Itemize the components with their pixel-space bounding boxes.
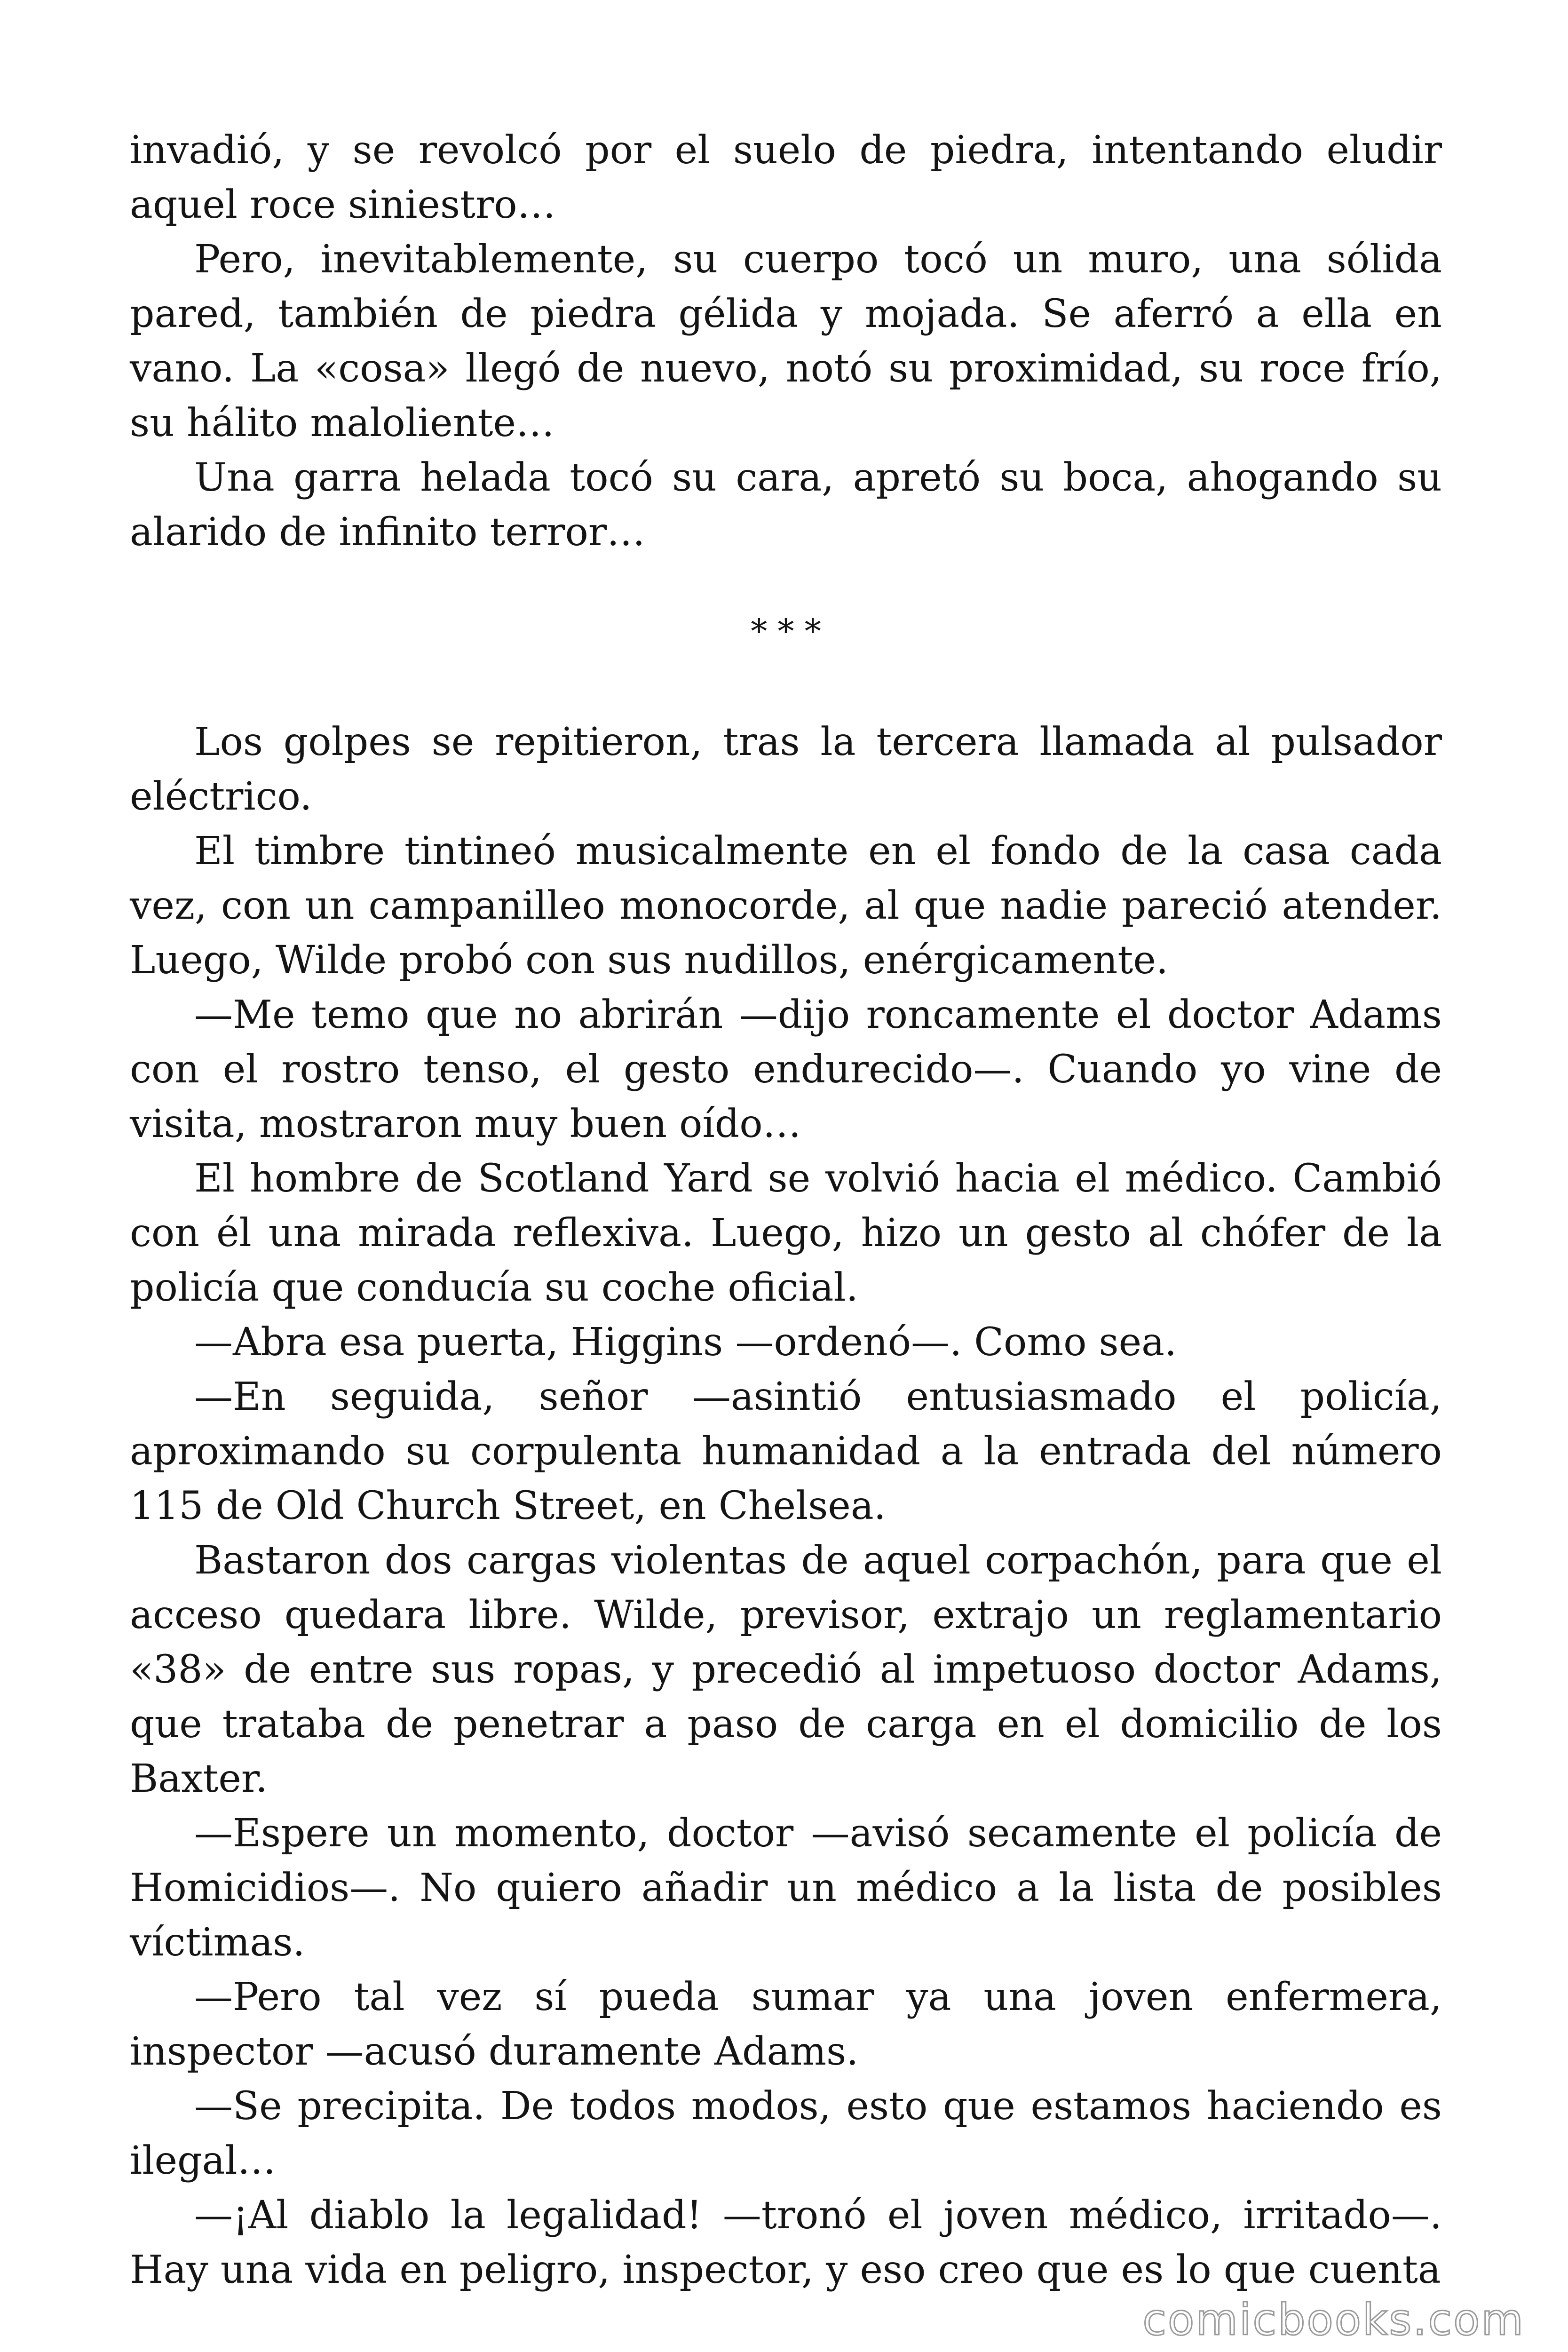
paragraph: Bastaron dos cargas violentas de aquel corpachón, para que el acceso quedara libre. Wilde, previsor, extrajo un reglamentario «38» de entre sus ropas, y precedió al impetuoso doctor Adams, que trataba de penetrar a paso de carga en el domicilio de los Baxter. [130, 1538, 1442, 1801]
paragraph: —Espere un momento, doctor —avisó secamente el policía de Homicidios—. No quiero añadir un médico a la lista de posibles víctimas. [130, 1811, 1442, 1965]
paragraph: —Me temo que no abrirán —dijo roncamente el doctor Adams con el rostro tenso, el gesto endurecido—. Cuando yo vine de visita, mostraron muy buen oído… [130, 993, 1442, 1146]
paragraph: Pero, inevitablemente, su cuerpo tocó un muro, una sólida pared, también de piedra gélida y mojada. Se aferró a ella en vano. La «cosa» llegó de nuevo, notó su proximidad, su roce frío, su hálito maloliente… [130, 237, 1442, 445]
section-separator: * * * [751, 612, 821, 651]
paragraph: El timbre tintineó musicalmente en el fondo de la casa cada vez, con un campanilleo monocorde, al que nadie pareció atender. Luego, Wilde probó con sus nudillos, enérgicamente. [130, 829, 1442, 983]
watermark: comicbooks.com [1142, 2295, 1525, 2345]
paragraph: Los golpes se repitieron, tras la tercera llamada al pulsador eléctrico. [130, 720, 1442, 819]
page-text [130, 123, 1442, 2297]
paragraph: —En seguida, señor —asintió entusiasmado el policía, aproximando su corpulenta humanidad a la entrada del número 115 de Old Church Street, en Chelsea. [130, 1375, 1442, 1528]
paragraph: —Abra esa puerta, Higgins —ordenó—. Como sea. [194, 1320, 1177, 1365]
paragraph: Una garra helada tocó su cara, apretó su boca, ahogando su alarido de infinito terror… [130, 455, 1442, 555]
paragraph: —Se precipita. De todos modos, esto que estamos haciendo es ilegal… [130, 2084, 1442, 2183]
paragraph: —Pero tal vez sí pueda sumar ya una joven enfermera, inspector —acusó duramente Adams. [130, 1975, 1442, 2074]
paragraph: El hombre de Scotland Yard se volvió hacia el médico. Cambió con él una mirada reflexiva. Luego, hizo un gesto al chófer de la policía que conducía su coche oficial. [130, 1156, 1442, 1310]
paragraph: —¡Al diablo la legalidad! —tronó el joven médico, irritado—. Hay una vida en peligro, inspector, y eso creo que es lo que cuenta [130, 2193, 1442, 2292]
paragraph: invadió, y se revolcó por el suelo de piedra, intentando eludir aquel roce siniestro… [130, 128, 1442, 227]
